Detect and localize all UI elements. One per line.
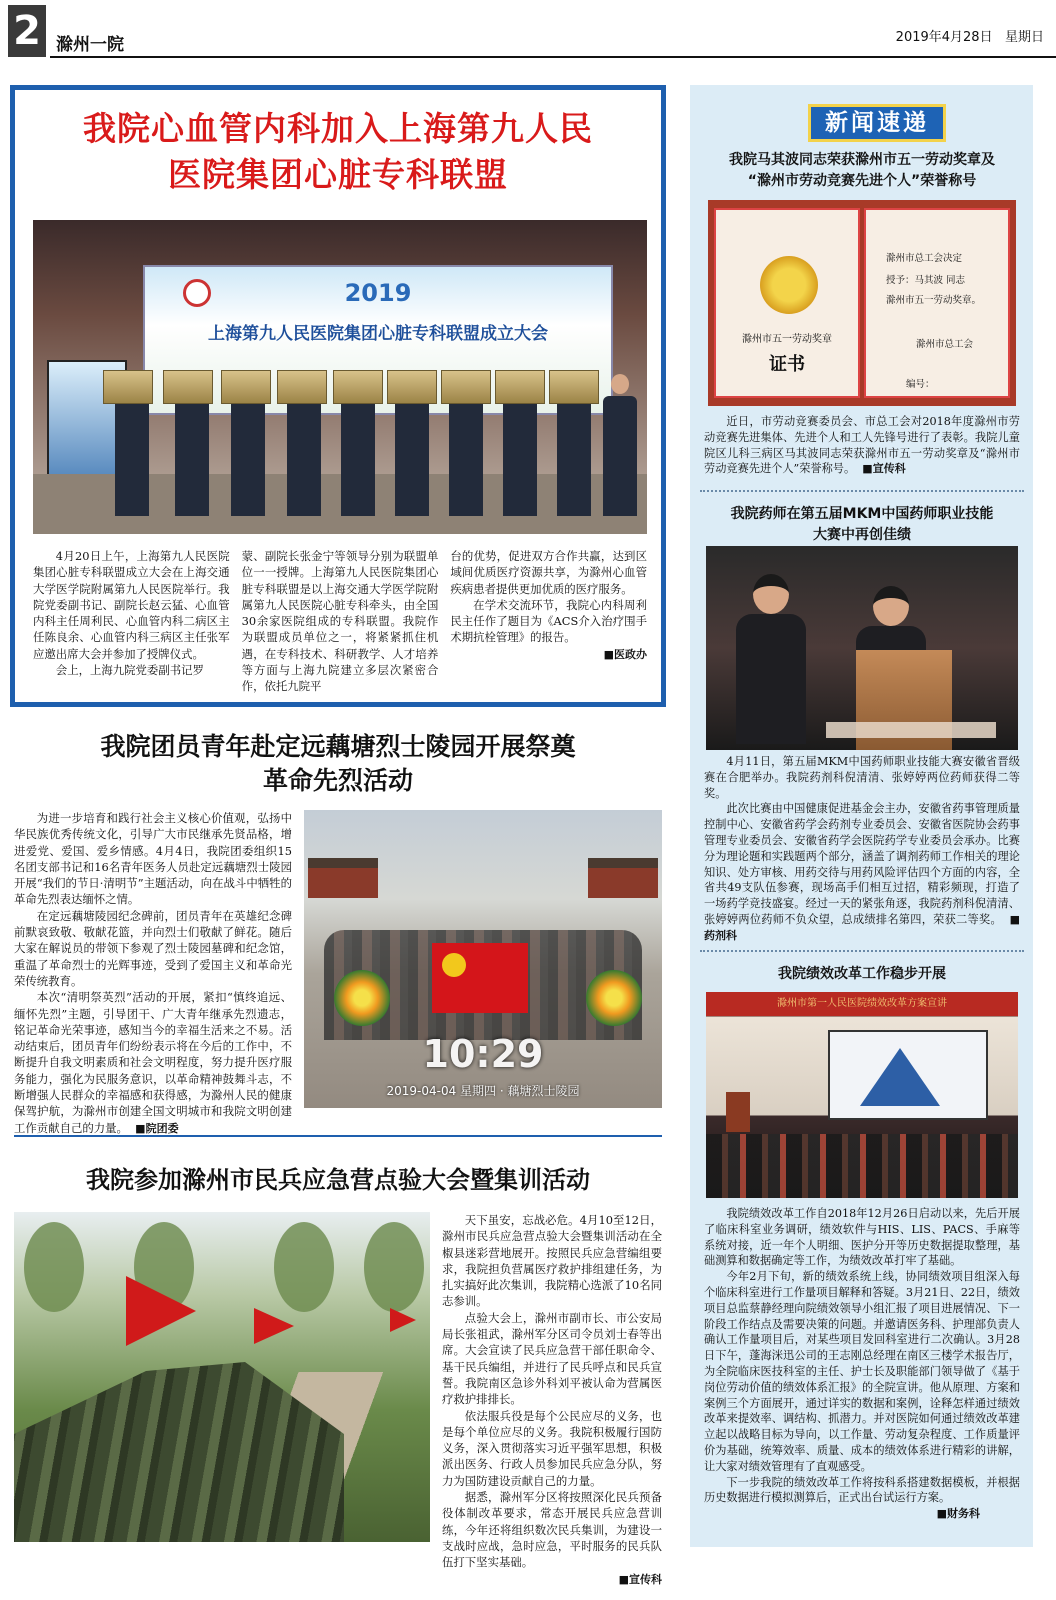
news3-title: 我院绩效改革工作稳步开展 (778, 966, 946, 982)
feature-col-1 (33, 548, 230, 698)
feature-paragraph: 4月20日上午，上海第九人民医院集团心脏专科联盟成立大会在上海交通大学医学院附属第九人民医院举行。我院党委副书记、副院长赵云猛、心血管内科主任周利民、心血管内科二病区主任陈良余、心血管内科三病区主任张军应邀出席大会并参加了授牌仪式。 (33, 549, 230, 661)
award-plaque (277, 370, 327, 404)
memorial-group-photo (304, 810, 662, 1108)
news-express-badge: 新闻速递 (808, 104, 946, 142)
youth-league-flag (432, 943, 528, 1013)
article2-paragraph: 为进一步培育和践行社会主义核心价值观，弘扬中华民族优秀传统文化，引导广大市民继承先贤品格，增进爱党、爱国、爱乡情感。4月4日，我院团委组织15名团支部书记和16名青年医务人员赴定远藕塘烈士陵园开展“我们的节日·清明节”主题活动，向在战斗中牺牲的革命先烈表达缅怀之情。 (14, 811, 292, 907)
sidebar-divider (700, 950, 1024, 952)
tree (274, 1222, 334, 1312)
certificate-word: 证书 (769, 354, 805, 375)
news1-body (704, 414, 1020, 477)
news1-paragraph (704, 414, 1020, 477)
weekday-text: 星期日 (1004, 30, 1044, 45)
article3-byline: ■宣传科 (618, 1572, 662, 1586)
feature-byline: ■医政办 (603, 647, 648, 661)
feature-col-2 (242, 548, 439, 698)
feature-title-line1: 我院心血管内科加入上海第九人民 (83, 109, 593, 148)
news3-paragraph: 今年2月下旬，新的绩效系统上线，协同绩效项目组深入每个临床科室进行工作量项目解释和答疑。3月21日、22日，绩效项目总监蔡静经理向院绩效领导小组汇报了项目进展情况、下一阶段工作结点及需要决策的问题。并邀请医务科、护理部负责人确认工作量项目后，对某些项目发回科室进行二次确认。3月28日下午，蓬海洣迅公司的王志刚总经理在南区三楼学术报告厅，为全院临床医技科室的主任、护士长及职能部门领导做了《基于岗位劳动价值的绩效体系汇报》的全院宣讲。他从原理、方案和案例三个方面展开，通过详实的数据和案例，诠释怎样通过绩效改革来提效率、调结构、抓潜力。并对医院如何通过绩效改革建立起以战略目标为导向，以工作量、劳动复杂程度、工作质量评价为基础，统筹效率、质量、成本的绩效体系进行精彩的讲解，让大家对绩效管理有了直观感受。 (704, 1270, 1020, 1473)
award-plaque (221, 370, 271, 404)
news1-byline: ■宣传科 (862, 462, 906, 476)
feature-article (10, 85, 666, 707)
certificate-left-page (714, 208, 860, 398)
news3-byline: ■财务科 (936, 1507, 980, 1521)
article3-paragraph: 依法服兵役是每个公民应尽的义务，也是每个单位应尽的义务。我院积极履行国防义务，深入贯彻落实习近平强军思想，积极派出医务、行政人员参加民兵应急分队，努力为国防建设贡献自己的力量。 (442, 1408, 662, 1488)
screen-banner: 上海第九人民医院集团心脏专科联盟成立大会 (208, 324, 548, 344)
audience (706, 1134, 1018, 1198)
page-number: 2 (8, 5, 46, 57)
lectern (726, 1092, 750, 1132)
flower-wreath (334, 970, 390, 1026)
photo-datestamp: 2019-04-04 星期四 · 藕塘烈士陵园 (386, 1084, 580, 1098)
article3-paragraph: 天下虽安，忘战必危。4月10至12日，滁州市民兵应急营点验大会暨集训活动在全椒县迷彩营地展开。按照民兵应急营编组要求，我院担负营属医疗救护排组建任务，为扎实搞好此次集训，我院精心选派了10名同志参训。 (442, 1213, 662, 1309)
award-plaque (549, 370, 599, 404)
red-flag (254, 1308, 294, 1344)
article3-byline-wrap (442, 1571, 662, 1588)
news2-title-line1: 我院药师在第五届MKM中国药师职业技能 (730, 506, 994, 522)
article2-title-line2: 革命先烈活动 (262, 766, 413, 795)
article3-title: 我院参加滁州市民兵应急营点验大会暨集训活动 (86, 1166, 590, 1194)
pavilion (588, 858, 658, 898)
news2-title-line2: 大赛中再创佳绩 (813, 527, 911, 543)
flag-emblem-icon (442, 953, 466, 977)
sidebar-divider (700, 490, 1024, 492)
news1-text: 近日，市劳动竞赛委员会、市总工会对2018年度滁州市劳动竞赛先进集体、先进个人和工人先锋号进行了表彰。我院儿童院区儿科三病区马其波同志荣获滁州市五一劳动奖章及“滁州市劳动竞赛先进个人”荣誉称号。 (704, 415, 1020, 476)
news3-body (704, 1206, 1020, 1522)
red-flag (126, 1276, 196, 1346)
contest-logo-strip (826, 722, 996, 738)
person-figure (603, 374, 637, 516)
news2-p2: 此次比赛由中国健康促进基金会主办，安徽省药事管理质量控制中心、安徽省药学会药剂专业委员会、安徽省医院协会药事管理专业委员会、安徽省药学会医院药学专业委员会承办。比赛分为理论题和实践题两个部分，涵盖了调剂药师工作相关的理论知识、处方审核、用药交待与用药风险评估四个方面的内容，全省共49支队伍参赛，现场高手们相互过招，精彩频现，打造了一场药学竞技盛宴。经过一天的紧张角逐，我院药剂科倪清清、张婷婷两位药师不负众望，总成绩排名第四，荣获二等奖。 (704, 802, 1020, 926)
article3-body (442, 1212, 662, 1588)
news3-paragraph: 下一步我院的绩效改革工作将按科系搭建数据模板，并根据历史数据进行模拟测算后，正式出台试运行方案。 (704, 1475, 1020, 1505)
feature-col-3 (450, 548, 647, 698)
certificate-line: 授予：马其波 同志 (886, 275, 966, 286)
news1-title-line1: 我院马其波同志荣获滁州市五一劳动奖章及 (729, 152, 995, 168)
labor-medal-icon (760, 256, 818, 314)
article2-byline: ■院团委 (135, 1121, 179, 1135)
award-certificate-photo (708, 200, 1016, 406)
paper-name: 滁州一院 (56, 35, 124, 55)
article2-title (10, 730, 666, 798)
news3-paragraph: 我院绩效改革工作自2018年12月26日启动以来，先后开展了临床科室业务调研，绩效软件与HIS、LIS、PACS、手麻等系统对接，近一年个人明细、医护分开等历史数据提取整理，基础测算和数据确定等工作，为绩效改革打牢了基础。 (704, 1207, 1020, 1268)
article2-p3: 本次“清明祭英烈”活动的开展，紧扣“慎终追远、缅怀先烈”主题，引导团干、广大青年继承先烈遗志，铭记革命光荣事迹，感知当今的幸福生活来之不易。活动结束后，团员青年们纷纷表示将在今后的工作中，不断提升自我文明素质和社会文明程度，努力提升医疗服务能力，强化为民服务意识，以革命精神鼓舞斗志，不断增强人民群众的幸福感和获得感，为滁州人民的健康保驾护航，为滁州市创建全国文明城市和我院文明创建工作贡献自己的力量。 (14, 990, 292, 1135)
meeting-banner: 滁州市第一人民医院绩效改革方案宣讲 (706, 992, 1018, 1016)
certificate-medal-label: 滁州市五一劳动奖章 (742, 334, 832, 345)
feature-paragraph: 在学术交流环节，我院心内科周利民主任作了题目为《ACS介入治疗围手术期抗栓管理》的报告。 (450, 597, 648, 645)
award-plaque (387, 370, 437, 404)
news1-title (700, 150, 1024, 192)
article2-paragraph: 在定远藕塘陵园纪念碑前，团员青年在英雄纪念碑前默哀致敬、敬献花篮，并向烈士们敬献了鲜花。随后大家在解说员的带领下参观了烈士陵园墓碑和纪念馆，重温了革命烈士的光辉事迹，受到了爱国主义和革命光荣传统教育。 (14, 908, 292, 988)
certificate-line: 滁州市五一劳动奖章。 (886, 295, 982, 306)
section-divider (14, 1135, 662, 1137)
article3-paragraph: 据悉，滁州军分区将按照深化民兵预备役体制改革要求，常态开展民兵应急营训练，今年还将组织数次民兵集训，为建设一支战时应战，急时应急，平时服务的民兵队伍打下坚实基础。 (442, 1490, 662, 1570)
photo-timestamp: 10:29 (422, 1032, 544, 1076)
feature-paragraph: 台的优势，促进双方合作共赢，达到区域间优质医疗资源共享，为滁州心血管疾病患者提供更加优质的医疗服务。 (450, 549, 648, 596)
award-plaque (495, 370, 545, 404)
performance-meeting-photo (706, 992, 1018, 1198)
news2-body (704, 754, 1020, 944)
date-text: 2019年4月28日 (895, 30, 993, 45)
tree (364, 1222, 424, 1312)
militia-training-photo (14, 1212, 430, 1542)
feature-byline-wrap (450, 646, 647, 663)
issue-date (896, 26, 1044, 45)
flower-wreath (586, 970, 642, 1026)
tree (24, 1222, 84, 1312)
news2-title (700, 504, 1024, 546)
projection-screen (828, 1030, 988, 1120)
certificate-right-page (864, 208, 1010, 398)
certificate-issuer: 滁州市总工会 (916, 339, 974, 350)
pyramid-chart-icon (860, 1048, 940, 1106)
news3-byline-wrap (704, 1506, 1020, 1522)
red-flag (390, 1308, 416, 1332)
feature-body (33, 548, 647, 698)
award-plaque (441, 370, 491, 404)
news2-byline: ■药剂科 (704, 912, 1020, 942)
article3-paragraph: 点验大会上，滁州市副市长、市公安局局长张祖武，滁州军分区司令员刘士春等出席。大会宣读了民兵应急营干部任职命令、基干民兵编组，并进行了民兵呼点和民兵宣誓。我院南区急诊外科刘平被认命为营属医疗救护排排长。 (442, 1310, 662, 1407)
award-plaque (163, 370, 213, 404)
article2-paragraph (14, 989, 292, 1137)
feature-paragraph: 会上，上海九院党委副书记罗 (55, 663, 204, 678)
award-plaque (103, 370, 153, 404)
article2-title-line1: 我院团员青年赴定远藕塘烈士陵园开展祭奠 (100, 732, 576, 761)
certificate-line: 滁州市总工会决定 (886, 253, 963, 264)
article2-body (14, 810, 292, 1137)
pavilion (308, 858, 378, 898)
masthead-rule (50, 56, 1056, 58)
certificate-number: 编号： (906, 379, 935, 390)
alliance-ceremony-photo (33, 220, 647, 534)
award-plaque (333, 370, 383, 404)
feature-title (15, 106, 661, 198)
feature-paragraph: 蒙、副院长张金宁等领导分别为联盟单位一一授牌。上海第九人民医院集团心脏专科联盟是以上海交通大学医学院附属第九人民医院心脏专科牵头，由全国30余家医院组成的专科联盟。我院作为联盟成员单位之一，将紧紧抓住机遇，在专科技术、科研教学、人才培养等方面与上海九院建立多层次紧密合作，依托九院平 (241, 549, 439, 694)
feature-title-line2: 医院集团心脏专科联盟 (168, 155, 508, 194)
screen-year: 2019 (344, 279, 412, 307)
news1-title-line2: “滁州市劳动竞赛先进个人”荣誉称号 (747, 173, 977, 189)
pharmacist-contest-photo (706, 546, 1018, 750)
pharmacist-figure (736, 574, 806, 744)
news2-paragraph (704, 801, 1020, 943)
news2-paragraph: 4月11日，第五届MKM中国药师职业技能大赛安徽省晋级赛在合肥举办。我院药剂科倪清清、张婷婷两位药师获得二等奖。 (704, 755, 1020, 800)
masthead (0, 0, 1056, 60)
